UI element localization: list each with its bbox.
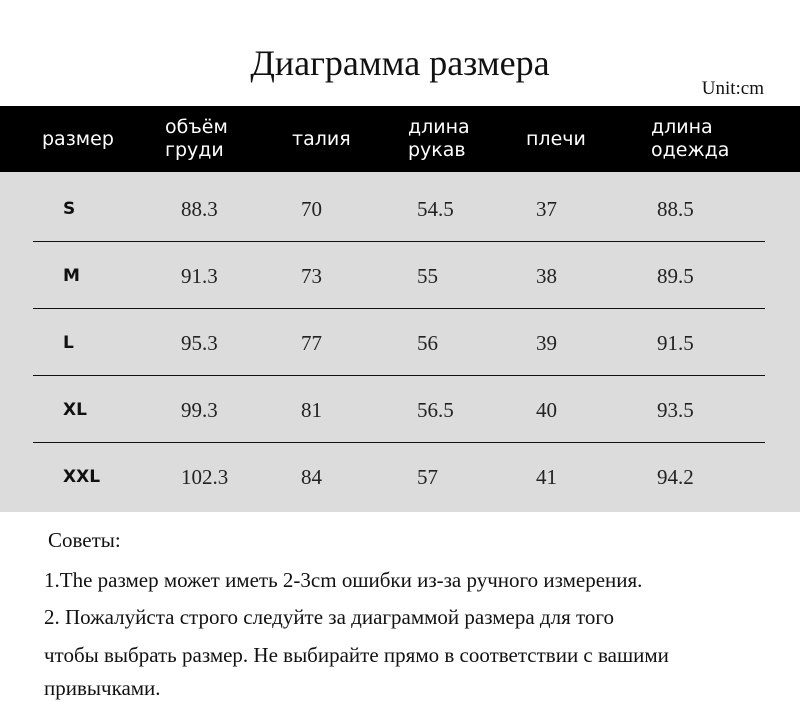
row-divider (33, 241, 765, 242)
cell-waist: 70 (301, 196, 322, 221)
cell-garment-length: 91.5 (657, 330, 694, 355)
tip-line-4: привычками. (44, 676, 161, 700)
header-waist: талия (292, 127, 351, 150)
cell-garment-length: 89.5 (657, 263, 694, 288)
cell-waist: 77 (301, 330, 322, 355)
header-shoulders: плечи (526, 127, 586, 150)
table-row (33, 443, 765, 511)
tip-line-3: чтобы выбрать размер. Не выбирайте прямо в соответствии с вашими (44, 643, 669, 667)
table-row (33, 376, 765, 444)
cell-chest: 91.3 (181, 263, 218, 288)
row-divider (33, 442, 765, 443)
cell-shoulders: 39 (536, 330, 557, 355)
cell-size: XL (63, 400, 87, 420)
header-sleeve-length: длина рукав (408, 116, 470, 161)
table-row (33, 175, 765, 243)
cell-chest: 102.3 (181, 464, 229, 489)
chart-title: Диаграмма размера (250, 43, 550, 83)
unit-label: Unit:cm (701, 78, 764, 99)
cell-size: XXL (63, 467, 101, 487)
cell-sleeve-length: 56.5 (417, 397, 454, 422)
row-divider (33, 308, 765, 309)
tip-line-2: 2. Пожалуйста строго следуйте за диаграммой размера для того (44, 605, 614, 629)
row-divider (33, 375, 765, 376)
table-row (33, 242, 765, 310)
table-header (0, 106, 800, 172)
cell-waist: 73 (301, 263, 322, 288)
cell-sleeve-length: 54.5 (417, 196, 454, 221)
cell-size: M (63, 266, 80, 286)
cell-sleeve-length: 55 (417, 263, 438, 288)
header-garment-length: длина одежда (651, 116, 730, 161)
cell-shoulders: 41 (536, 464, 557, 489)
cell-chest: 99.3 (181, 397, 218, 422)
cell-waist: 81 (301, 397, 322, 422)
cell-garment-length: 93.5 (657, 397, 694, 422)
cell-sleeve-length: 57 (417, 464, 438, 489)
table-row (33, 309, 765, 377)
tip-line-1: 1.The размер может иметь 2-3cm ошибки из-за ручного измерения. (44, 568, 643, 592)
cell-shoulders: 37 (536, 196, 557, 221)
cell-sleeve-length: 56 (417, 330, 438, 355)
cell-size: S (63, 199, 76, 219)
cell-garment-length: 94.2 (657, 464, 694, 489)
tips-title: Советы: (48, 528, 121, 552)
header-chest: объём груди (165, 116, 228, 161)
cell-chest: 88.3 (181, 196, 218, 221)
cell-waist: 84 (301, 464, 322, 489)
cell-shoulders: 40 (536, 397, 557, 422)
cell-shoulders: 38 (536, 263, 557, 288)
cell-chest: 95.3 (181, 330, 218, 355)
cell-size: L (63, 333, 74, 353)
header-size: размер (42, 127, 114, 150)
cell-garment-length: 88.5 (657, 196, 694, 221)
